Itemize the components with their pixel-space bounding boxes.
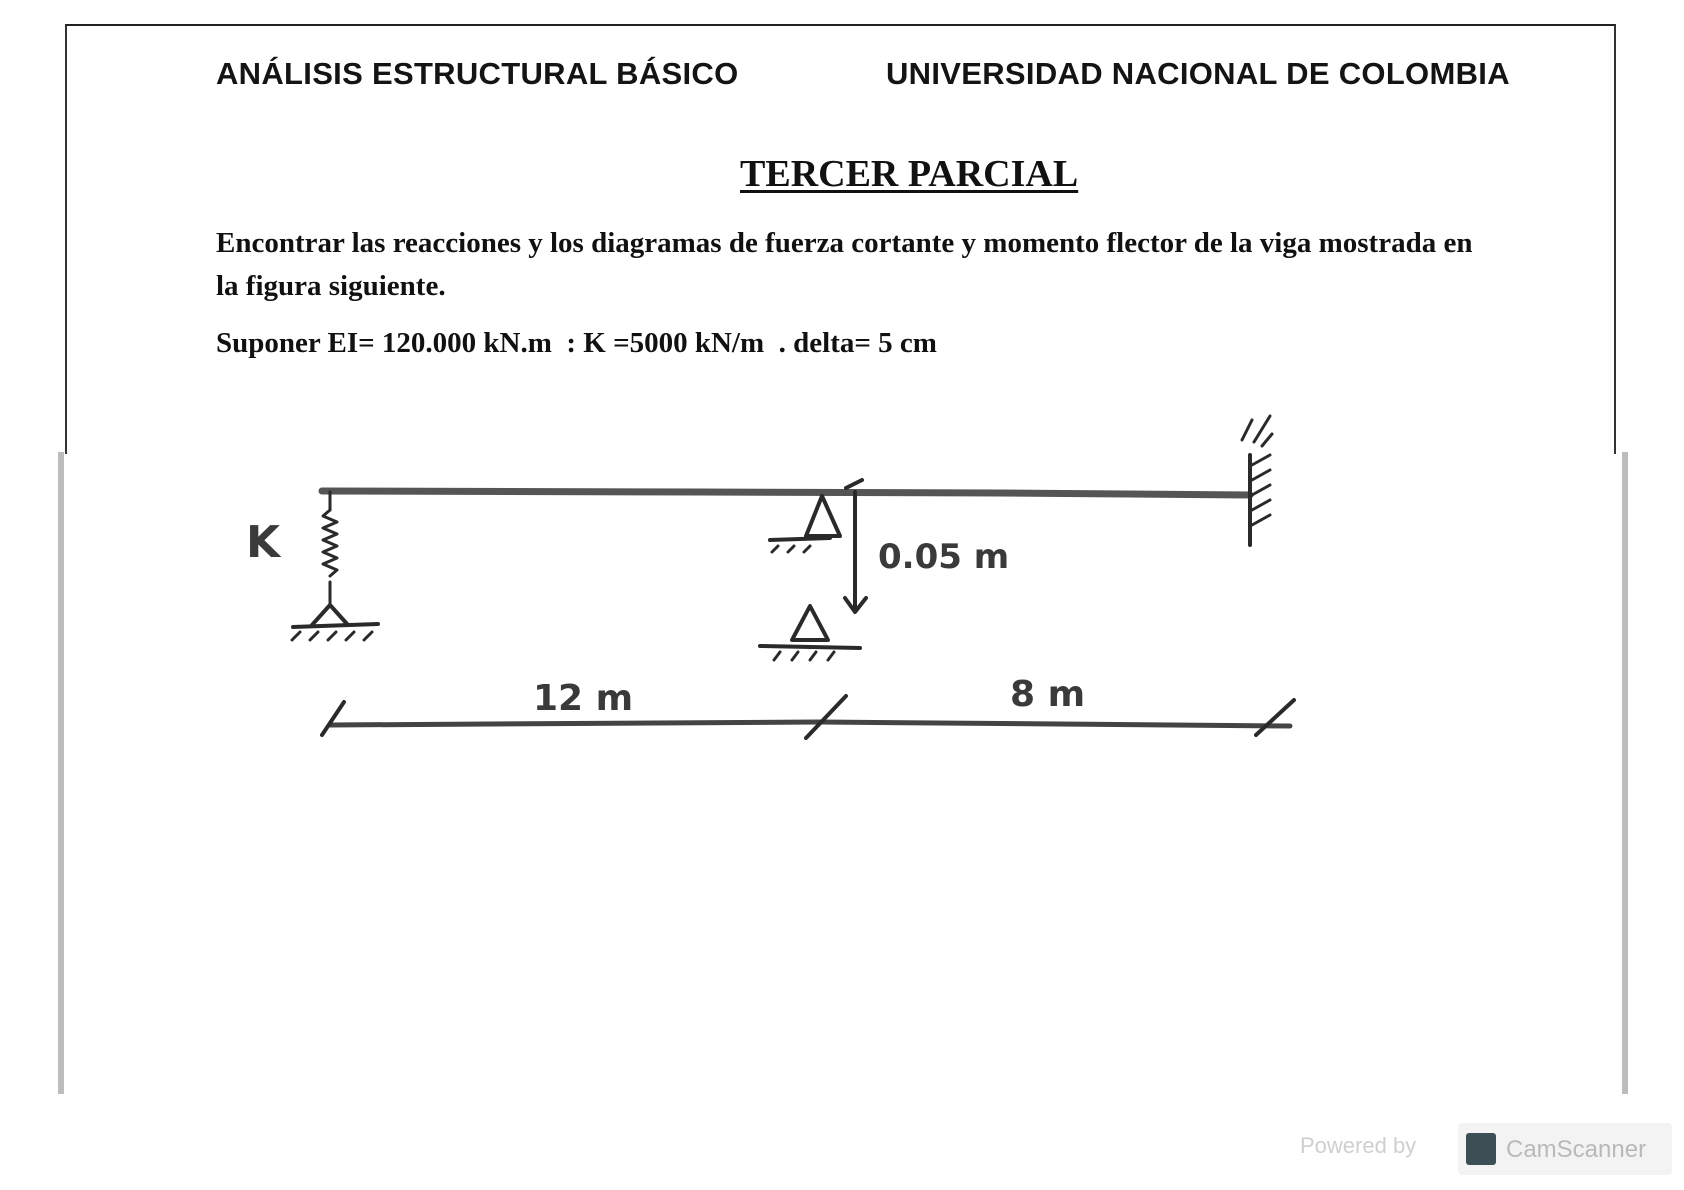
course-header: ANÁLISIS ESTRUCTURAL BÁSICO (216, 56, 739, 91)
fixed-support-icon (1242, 416, 1272, 545)
settlement-label: 0.05 m (878, 537, 1010, 577)
span-right-label: 8 m (1010, 674, 1086, 715)
camscanner-logo-icon (1466, 1133, 1496, 1165)
spring-icon (323, 492, 337, 605)
beam-line (322, 491, 1250, 495)
pin-support-lower-icon (760, 606, 860, 660)
spring-support-icon (292, 605, 378, 640)
dimension-line (322, 696, 1294, 738)
spring-label: K (246, 517, 281, 568)
camscanner-badge (1458, 1123, 1672, 1175)
span-left-label: 12 m (533, 678, 634, 719)
assumptions-line: Suponer EI= 120.000 kN.m : K =5000 kN/m . delta= 5 cm (216, 327, 937, 359)
exam-title: TERCER PARCIAL (740, 153, 1079, 195)
pin-support-upper-icon (770, 496, 840, 552)
powered-by-text: Powered by (1300, 1133, 1417, 1158)
university-header: UNIVERSIDAD NACIONAL DE COLOMBIA (886, 56, 1510, 91)
problem-statement: Encontrar las reacciones y los diagramas de fuerza cortante y momento flector de la viga mostrada en la figura siguiente. (216, 227, 1473, 302)
settlement-arrow-icon (845, 480, 866, 612)
camscanner-name: CamScanner (1506, 1136, 1647, 1163)
